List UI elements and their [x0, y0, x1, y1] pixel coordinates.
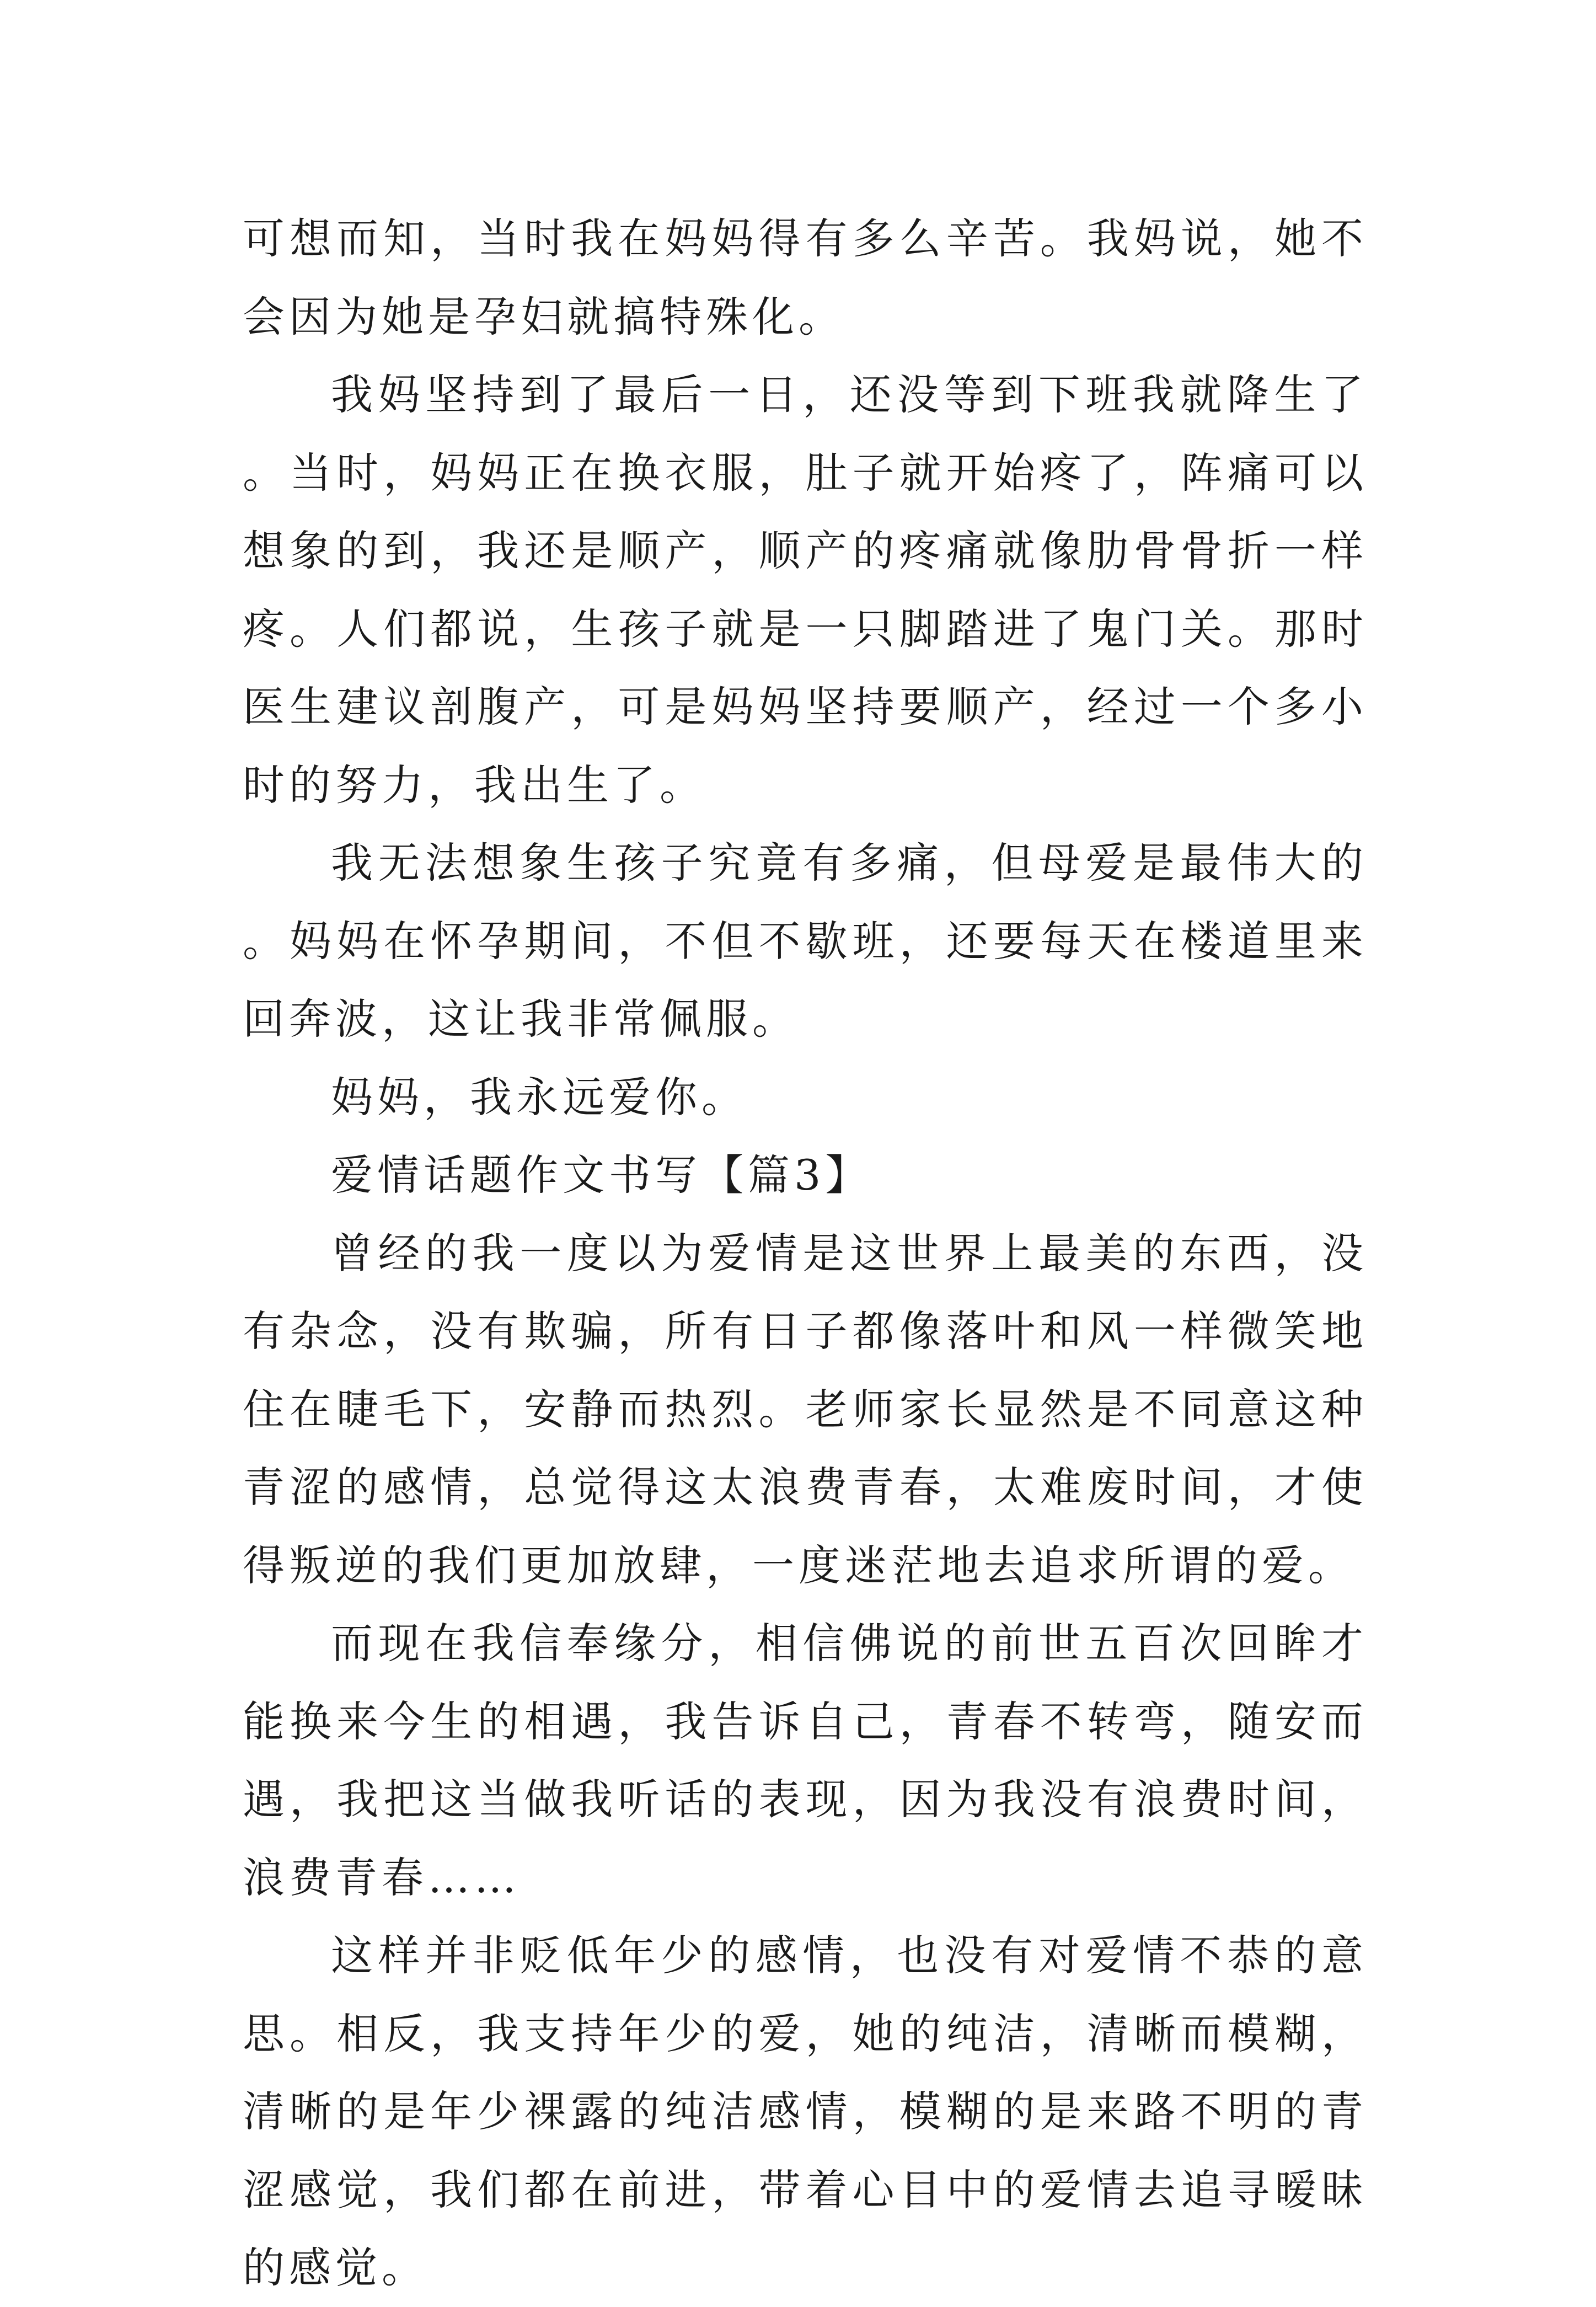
paragraph-7: 这样并非贬低年少的感情，也没有对爱情不恭的意思。相反，我支持年少的爱，她的纯洁，清晰而模糊，清晰的是年少裸露的纯洁感情，模糊的是来路不明的青涩感觉，我们都在前进，带着心目中的爱情去追寻暧昧的感觉。: [243, 1931, 1368, 2292]
paragraph-2: 我妈坚持到了最后一日，还没等到下班我就降生了。当时，妈妈正在换衣服，肚子就开始疼了，阵痛可以想象的到，我还是顺产，顺产的疼痛就像肋骨骨折一样疼。人们都说，生孩子就是一只脚踏进了鬼门关。那时医生建议剖腹产，可是妈妈坚持要顺产，经过一个多小时的努力，我出生了。: [243, 370, 1368, 810]
paragraph-5: 曾经的我一度以为爱情是这世界上最美的东西，没有杂念，没有欺骗，所有日子都像落叶和风一样微笑地住在睫毛下，安静而热烈。老师家长显然是不同意这种青涩的感情，总觉得这太浪费青春，太难废时间，才使得叛逆的我们更加放肆，一度迷茫地去追求所谓的爱。: [243, 1228, 1368, 1590]
document-body: [243, 200, 1368, 2307]
paragraph-6: 而现在我信奉缘分，相信佛说的前世五百次回眸才能换来今生的相遇，我告诉自己，青春不转弯，随安而遇，我把这当做我听话的表现，因为我没有浪费时间，浪费青春……: [243, 1619, 1368, 1902]
paragraph-3: 我无法想象生孩子究竟有多痛，但母爱是最伟大的。妈妈在怀孕期间，不但不歇班，还要每天在楼道里来回奔波，这让我非常佩服。: [243, 838, 1368, 1043]
paragraph-1: 可想而知，当时我在妈妈得有多么辛苦。我妈说，她不会因为她是孕妇就搞特殊化。: [243, 214, 1368, 341]
paragraph-4: 妈妈，我永远爱你。: [331, 1072, 748, 1122]
section-heading: 爱情话题作文书写【篇3】: [331, 1150, 872, 1200]
